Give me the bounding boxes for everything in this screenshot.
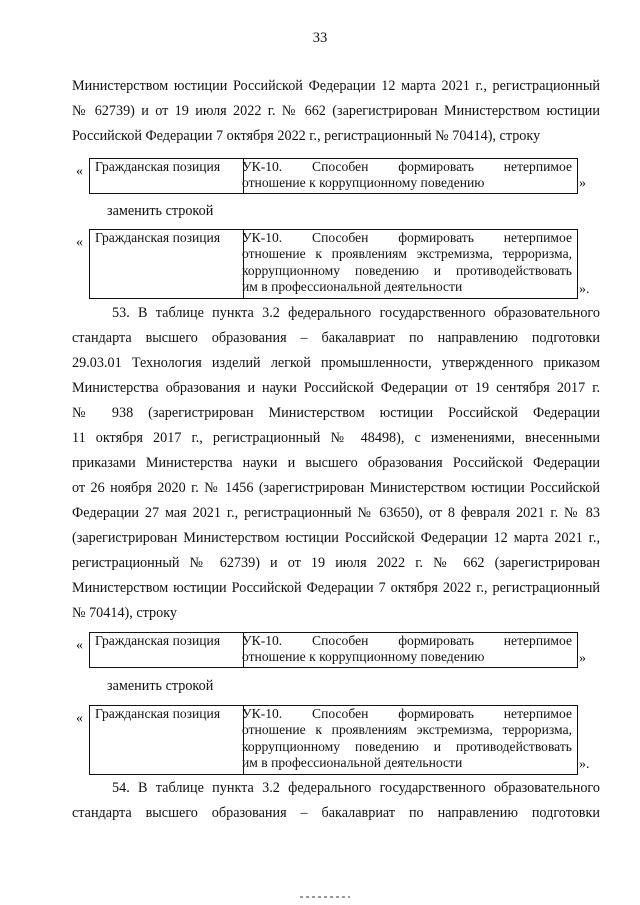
table-cell-description	[242, 633, 572, 666]
quote-close: ».	[579, 282, 590, 297]
table-cell-competency: Гражданская позиция	[90, 230, 244, 298]
text-line: стандарта высшего образования – бакалавриат по направлению подготовки	[72, 805, 600, 821]
text-line: Министерством юстиции Российской Федерации 7 октября 2022 г., регистрационный	[72, 580, 600, 596]
quote-close: ».	[579, 757, 590, 772]
cell-line: УК-10. Способен формировать нетерпимое	[242, 159, 572, 174]
quote-open: «	[76, 164, 83, 179]
table-cell-description	[242, 230, 572, 295]
replace-label: заменить строкой	[107, 203, 214, 219]
quote-close: »	[579, 651, 586, 666]
cell-line: им в профессиональной деятельности	[242, 278, 463, 294]
text-line: 29.03.01 Технология изделий легкой промышленности, утвержденного приказом	[72, 355, 600, 371]
text-line: 53. В таблице пункта 3.2 федерального государственного образовательного	[112, 305, 600, 321]
cell-line: отношение к коррупционному поведению	[242, 649, 485, 665]
text-line: (зарегистрирован Министерством юстиции Российской Федерации 12 марта 2021 г.,	[72, 530, 600, 546]
replace-label: заменить строкой	[107, 678, 214, 694]
cell-line: коррупционному поведению и противодействовать	[242, 262, 572, 278]
table-old-row-1	[89, 158, 578, 194]
cell-line: отношение к проявлениям экстремизма, терроризма,	[242, 722, 572, 738]
text-line: Министерством юстиции Российской Федерации 12 марта 2021 г., регистрационный	[72, 78, 600, 94]
table-new-row-2	[89, 705, 578, 775]
cell-line: УК-10. Способен формировать нетерпимое	[242, 633, 572, 648]
cell-line: отношение к проявлениям экстремизма, терроризма,	[242, 246, 572, 262]
text-line: от 26 ноября 2020 г. № 1456 (зарегистрирован Министерством юстиции Российской	[72, 480, 600, 496]
quote-open: «	[76, 235, 83, 250]
quote-close: »	[579, 176, 586, 191]
text-line: № 62739) и от 19 июля 2022 г. № 662 (зарегистрирован Министерством юстиции	[72, 103, 600, 119]
text-line: Российской Федерации 7 октября 2022 г., регистрационный № 70414), строку	[72, 128, 541, 144]
table-cell-competency: Гражданская позиция	[90, 633, 244, 667]
table-new-row-1	[89, 229, 578, 299]
table-cell-competency: Гражданская позиция	[90, 159, 244, 193]
text-line: № 938 (зарегистрирован Министерством юстиции Российской Федерации	[72, 405, 600, 421]
text-line: стандарта высшего образования – бакалавриат по направлению подготовки	[72, 330, 600, 346]
table-old-row-2	[89, 632, 578, 668]
page-number: 33	[312, 30, 328, 46]
cell-line: отношение к коррупционному поведению	[242, 175, 485, 191]
quote-open: «	[76, 711, 83, 726]
cell-line: УК-10. Способен формировать нетерпимое	[242, 230, 572, 245]
table-cell-description	[242, 159, 572, 192]
table-cell-competency: Гражданская позиция	[90, 706, 244, 774]
text-line: регистрационный № 62739) и от 19 июля 2022 г. № 662 (зарегистрирован	[72, 555, 600, 571]
table-cell-description	[242, 706, 572, 771]
text-line: приказами Министерства науки и высшего образования Российской Федерации	[72, 455, 600, 471]
text-line: № 70414), строку	[72, 605, 178, 621]
quote-open: «	[76, 638, 83, 653]
text-line: Министерства образования и науки Российской Федерации от 19 сентября 2017 г.	[72, 380, 600, 396]
text-line: Федерации 27 мая 2021 г., регистрационный № 63650), от 8 февраля 2021 г. № 83	[72, 505, 600, 521]
text-line: 11 октября 2017 г., регистрационный № 48498), с изменениями, внесенными	[72, 430, 600, 446]
scan-artifact	[300, 896, 350, 898]
cell-line: им в профессиональной деятельности	[242, 754, 463, 770]
cell-line: коррупционному поведению и противодействовать	[242, 738, 572, 754]
text-line: 54. В таблице пункта 3.2 федерального государственного образовательного	[112, 780, 600, 796]
cell-line: УК-10. Способен формировать нетерпимое	[242, 706, 572, 721]
